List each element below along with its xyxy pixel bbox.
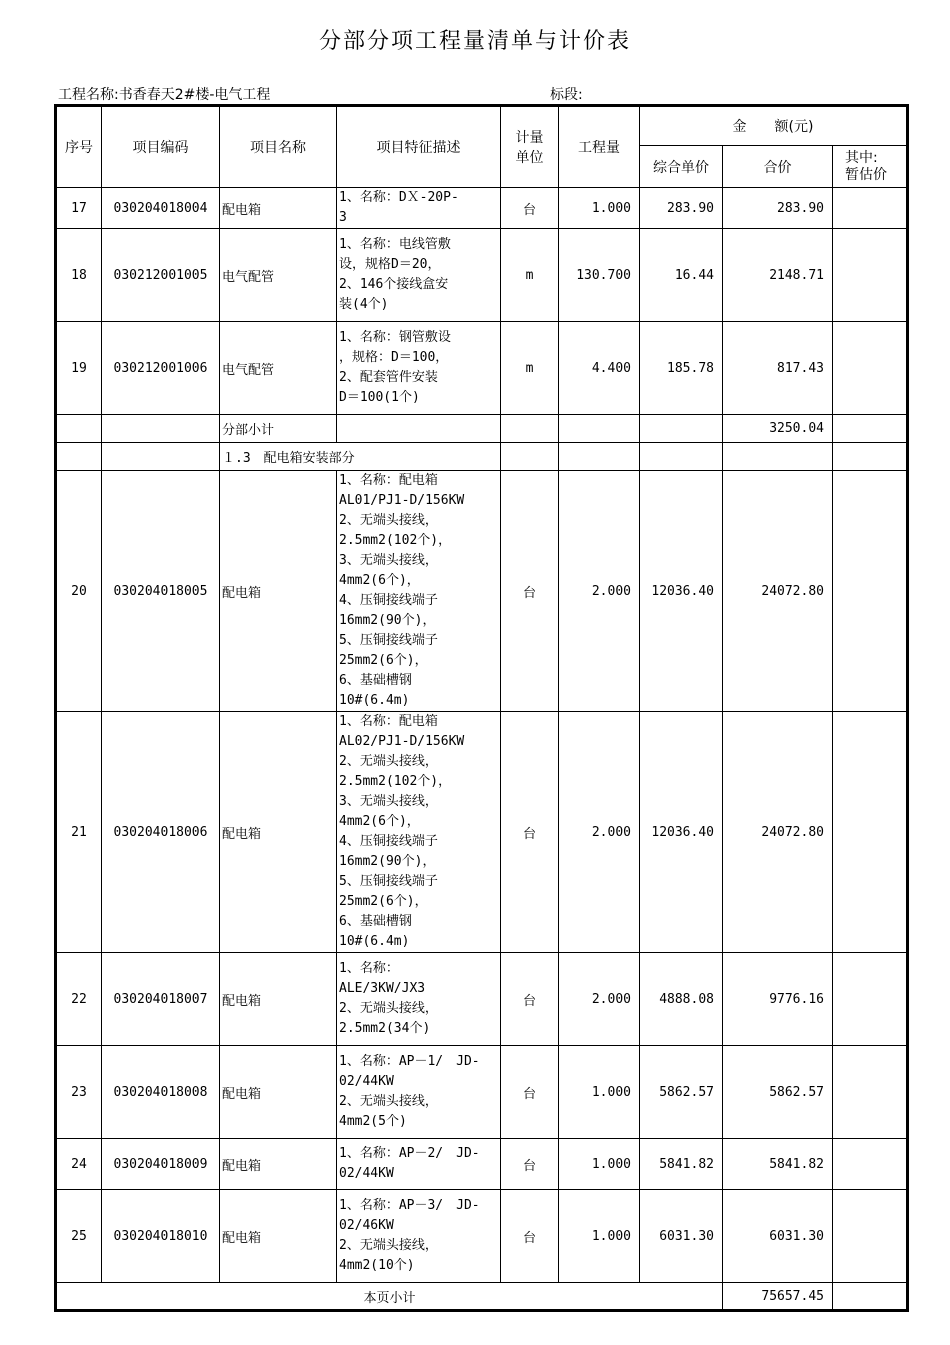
cell-empty <box>56 415 102 443</box>
cell-code: 030204018004 <box>102 188 220 229</box>
cell-unit: 台 <box>501 471 559 712</box>
table-row <box>56 1190 908 1283</box>
cell-estimate <box>833 322 908 415</box>
subtotal-label: 分部小计 <box>220 415 337 443</box>
table-row <box>56 188 908 229</box>
cell-name: 电气配管 <box>220 229 337 322</box>
cell-total: 5841.82 <box>723 1139 833 1190</box>
cell-seq: 20 <box>56 471 102 712</box>
cell-qty: 1.000 <box>559 1046 640 1139</box>
cell-qty: 2.000 <box>559 471 640 712</box>
table-row <box>56 229 908 322</box>
page-total-label: 本页小计 <box>56 1283 723 1311</box>
header-row-1 <box>56 106 908 146</box>
cell-empty <box>640 415 723 443</box>
cell-total: 5862.57 <box>723 1046 833 1139</box>
table-row <box>56 1046 908 1139</box>
header-unit-line1: 计量 <box>515 130 544 146</box>
cell-seq: 22 <box>56 953 102 1046</box>
header-est-line1: 其中: <box>845 149 878 166</box>
cell-price: 4888.08 <box>640 953 723 1046</box>
cell-qty: 1.000 <box>559 1190 640 1283</box>
page-total-row <box>56 1283 908 1311</box>
cell-desc: 1、名称：DＸ-20P- 3 <box>337 188 501 229</box>
cell-qty: 2.000 <box>559 712 640 953</box>
cell-price: 283.90 <box>640 188 723 229</box>
cell-unit: 台 <box>501 188 559 229</box>
cell-qty: 130.700 <box>559 229 640 322</box>
cell-name: 配电箱 <box>220 953 337 1046</box>
cell-desc: 1、名称：配电箱 AL01/PJ1-D/156KW 2、无端头接线， 2.5mm2(102个)， 3、无端头接线， 4mm2(6个)， 4、压铜接线端子 16mm2(90个)， 5、压铜接线端子 25mm2(6个)， 6、基础槽钢 10#(6.4m) <box>337 471 501 712</box>
cell-empty <box>559 415 640 443</box>
section-label: 标段: <box>550 87 583 103</box>
cell-unit: m <box>501 322 559 415</box>
header-qty: 工程量 <box>559 106 640 188</box>
cell-estimate <box>833 1139 908 1190</box>
cell-seq: 17 <box>56 188 102 229</box>
cell-unit: 台 <box>501 1190 559 1283</box>
header-code: 项目编码 <box>102 106 220 188</box>
cell-price: 185.78 <box>640 322 723 415</box>
cell-code: 030204018008 <box>102 1046 220 1139</box>
cell-qty: 2.000 <box>559 953 640 1046</box>
cell-empty <box>559 443 640 471</box>
cell-total: 283.90 <box>723 188 833 229</box>
cell-price: 16.44 <box>640 229 723 322</box>
cell-seq: 23 <box>56 1046 102 1139</box>
page-total-value: 75657.45 <box>723 1283 833 1311</box>
header-seq: 序号 <box>56 106 102 188</box>
cell-empty <box>833 1283 908 1311</box>
header-total: 合价 <box>723 146 833 188</box>
cell-estimate <box>833 229 908 322</box>
cell-estimate <box>833 1190 908 1283</box>
table-row <box>56 953 908 1046</box>
cell-seq: 18 <box>56 229 102 322</box>
cell-code: 030204018007 <box>102 953 220 1046</box>
cell-price: 5841.82 <box>640 1139 723 1190</box>
cell-desc: 1、名称：电线管敷 设，规格D＝20， 2、146个接线盒安 装(4个) <box>337 229 501 322</box>
cell-name: 配电箱 <box>220 471 337 712</box>
header-estimate <box>833 146 908 188</box>
header-name: 项目名称 <box>220 106 337 188</box>
cell-empty <box>833 415 908 443</box>
cell-total: 24072.80 <box>723 712 833 953</box>
table-row <box>56 471 908 712</box>
cell-empty <box>723 443 833 471</box>
cell-empty <box>102 443 220 471</box>
cell-seq: 25 <box>56 1190 102 1283</box>
cell-unit: m <box>501 229 559 322</box>
cell-qty: 1.000 <box>559 1139 640 1190</box>
cell-qty: 4.400 <box>559 322 640 415</box>
cell-desc: 1、名称： ALE/3KW/JX3 2、无端头接线， 2.5mm2(34个) <box>337 953 501 1046</box>
header-unit-price: 综合单价 <box>640 146 723 188</box>
header-unit-line2: 单位 <box>515 150 544 166</box>
cell-unit: 台 <box>501 712 559 953</box>
cell-empty <box>337 415 501 443</box>
header-desc: 项目特征描述 <box>337 106 501 188</box>
cell-total: 24072.80 <box>723 471 833 712</box>
cell-unit: 台 <box>501 953 559 1046</box>
cell-unit: 台 <box>501 1139 559 1190</box>
cell-code: 030212001006 <box>102 322 220 415</box>
header-unit <box>501 106 559 188</box>
header-est-line2: 暂估价 <box>845 166 887 183</box>
cell-desc: 1、名称：AP－3/ JD- 02/46KW 2、无端头接线， 4mm2(10个) <box>337 1190 501 1283</box>
page-title: 分部分项工程量清单与计价表 <box>318 29 631 54</box>
cell-code: 030212001005 <box>102 229 220 322</box>
section-row <box>56 443 908 471</box>
cell-estimate <box>833 712 908 953</box>
cell-empty <box>833 443 908 471</box>
cell-name: 配电箱 <box>220 1046 337 1139</box>
cell-price: 5862.57 <box>640 1046 723 1139</box>
cell-qty: 1.000 <box>559 188 640 229</box>
cell-total: 6031.30 <box>723 1190 833 1283</box>
cell-seq: 19 <box>56 322 102 415</box>
cell-empty <box>501 415 559 443</box>
cell-estimate <box>833 471 908 712</box>
cell-name: 电气配管 <box>220 322 337 415</box>
cell-empty <box>501 443 559 471</box>
cell-code: 030204018006 <box>102 712 220 953</box>
cell-desc: 1、名称：AP－1/ JD- 02/44KW 2、无端头接线， 4mm2(5个) <box>337 1046 501 1139</box>
cell-code: 030204018009 <box>102 1139 220 1190</box>
cell-desc: 1、名称：AP－2/ JD- 02/44KW <box>337 1139 501 1190</box>
cell-empty <box>640 443 723 471</box>
cell-seq: 24 <box>56 1139 102 1190</box>
cell-price: 6031.30 <box>640 1190 723 1283</box>
table-row <box>56 322 908 415</box>
cell-name: 配电箱 <box>220 188 337 229</box>
subtotal-row <box>56 415 908 443</box>
bill-of-quantities-table <box>54 104 909 1312</box>
header-amount: 金 额(元) <box>640 106 908 146</box>
cell-total: 2148.71 <box>723 229 833 322</box>
cell-estimate <box>833 953 908 1046</box>
subtotal-total: 3250.04 <box>723 415 833 443</box>
cell-price: 12036.40 <box>640 471 723 712</box>
cell-empty <box>56 443 102 471</box>
project-name: 工程名称:书香春天2#楼-电气工程 <box>58 87 271 103</box>
section-label: １.3 配电箱安装部分 <box>220 443 501 471</box>
table-row <box>56 712 908 953</box>
cell-desc: 1、名称：钢管敷设 ，规格：D＝100， 2、配套管件安装 D＝100(1个) <box>337 322 501 415</box>
cell-name: 配电箱 <box>220 1190 337 1283</box>
cell-total: 817.43 <box>723 322 833 415</box>
cell-empty <box>102 415 220 443</box>
cell-estimate <box>833 1046 908 1139</box>
cell-desc: 1、名称：配电箱 AL02/PJ1-D/156KW 2、无端头接线， 2.5mm2(102个)， 3、无端头接线， 4mm2(6个)， 4、压铜接线端子 16mm2(90个)， 5、压铜接线端子 25mm2(6个)， 6、基础槽钢 10#(6.4m) <box>337 712 501 953</box>
table-row <box>56 1139 908 1190</box>
cell-total: 9776.16 <box>723 953 833 1046</box>
cell-name: 配电箱 <box>220 712 337 953</box>
cell-price: 12036.40 <box>640 712 723 953</box>
cell-seq: 21 <box>56 712 102 953</box>
cell-code: 030204018010 <box>102 1190 220 1283</box>
cell-estimate <box>833 188 908 229</box>
cell-code: 030204018005 <box>102 471 220 712</box>
cell-name: 配电箱 <box>220 1139 337 1190</box>
cell-unit: 台 <box>501 1046 559 1139</box>
